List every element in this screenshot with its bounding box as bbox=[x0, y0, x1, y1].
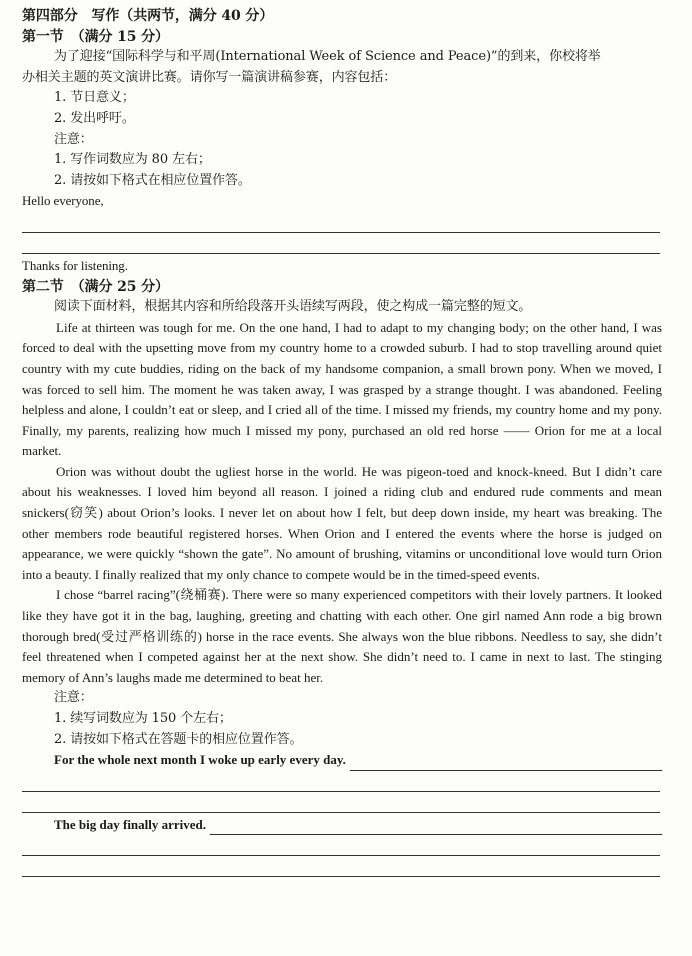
answer-line bbox=[22, 771, 660, 792]
passage-paragraph-3: I chose “barrel racing”(绕桶赛). There were so many experienced competitors with their lovely partners. It looked like they have got it in the bag, laughing, greeting and chatting with each other. One girl named Ann rode a big brown thorough bred(受过严格训练的) horse in the race events. She always won the blue ribbons. Needless to say, she didn’t feel threatened when I competed against her at the next show. She didn’t need to. I came in next to last. The stinging memory of Ann’s laughs made me determined to beat her. bbox=[22, 587, 662, 685]
continuation-start-1 bbox=[22, 750, 662, 771]
answer-line bbox=[350, 756, 662, 771]
section1-note-2: 2. 请按如下格式在相应位置作答。 bbox=[54, 172, 251, 188]
section1-item-2: 2. 发出呼吁。 bbox=[54, 110, 135, 126]
continuation-start-1-text: For the whole next month I woke up early every day. bbox=[54, 752, 346, 768]
answer-line bbox=[22, 212, 660, 233]
answer-line bbox=[22, 233, 660, 254]
answer-line bbox=[22, 792, 660, 813]
answer-line bbox=[22, 835, 660, 856]
section2-note-1: 1. 续写词数应为 150 个左右； bbox=[54, 711, 232, 726]
section1-note-1: 1. 写作词数应为 80 左右； bbox=[54, 152, 211, 168]
answer-line bbox=[22, 856, 660, 877]
section1-title: 第一节 （满分 15 分） bbox=[22, 28, 169, 45]
speech-opening: Hello everyone, bbox=[22, 193, 104, 209]
section1-note-label: 注意： bbox=[54, 131, 93, 147]
section2-title: 第二节 （满分 25 分） bbox=[22, 278, 169, 295]
passage-paragraph-1: Life at thirteen was tough for me. On the one hand, I had to adapt to my changing body; on the other hand, I was forced to deal with the upsetting move from my country home to a crowded suburb. I had to stop travelling around quiet country with my cute buddies, riding on the back of my handsome companion, a small brown pony. When we moved, I was forced to sell him. The moment he was taken away, I was grasped by a strange thought. I was abandoned. Feeling helpless and alone, I couldn’t eat or sleep, and I cried all of the time. I missed my friends, my country home and my pony. Finally, my parents, realizing how much I missed my pony, purchased an old red horse —— Orion for me at a local market. bbox=[22, 319, 662, 459]
continuation-start-2 bbox=[22, 815, 662, 836]
section2-instruction: 阅读下面材料，根据其内容和所给段落开头语续写两段，使之构成一篇完整的短文。 bbox=[54, 299, 532, 315]
speech-closing: Thanks for listening. bbox=[22, 257, 128, 273]
passage-paragraph-2: Orion was without doubt the ugliest horse in the world. He was pigeon-toed and knock-kneed. But I didn’t care about his weaknesses. I loved him beyond all reason. I joined a riding club and endured rude comments and mean snickers(窃笑) about Orion’s looks. I never let on about how I felt, but deep down inside, my heart was breaking. The other members rode beautiful registered horses. When Orion and I entered the events where the horse is judged on appearance, we were quickly “shown the gate”. No amount of brushing, vitamins or unconditional love would turn Orion into a beauty. I finally realized that my only chance to compete would be in the timed-speed events. bbox=[22, 463, 662, 582]
section1-prompt-line1: 为了迎接“国际科学与和平周(International Week of Science and Peace)”的到来，你校将举 bbox=[54, 49, 601, 65]
section2-note-label: 注意： bbox=[54, 690, 93, 706]
part-title: 第四部分 写作（共两节，满分 40 分） bbox=[22, 8, 274, 24]
continuation-start-2-text: The big day finally arrived. bbox=[54, 816, 207, 832]
answer-line bbox=[210, 820, 662, 835]
section2-note-2: 2. 请按如下格式在答题卡的相应位置作答。 bbox=[54, 731, 303, 747]
section1-item-1: 1. 节日意义； bbox=[54, 90, 135, 106]
section1-prompt-line2: 办相关主题的英文演讲比赛。请你写一篇演讲稿参赛，内容包括： bbox=[22, 69, 397, 85]
